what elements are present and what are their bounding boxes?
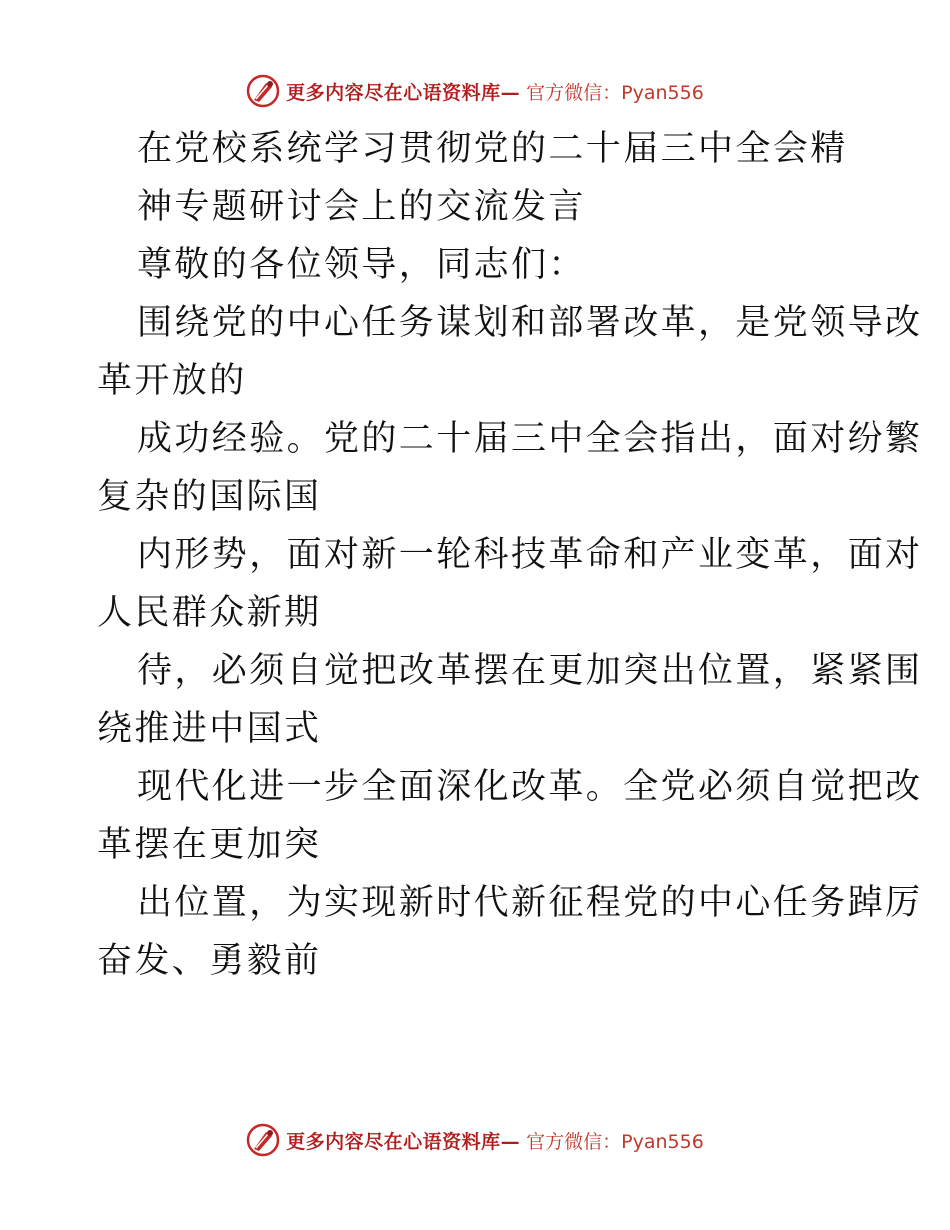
doc-line-title-2: 神专题研讨会上的交流发言 xyxy=(137,187,586,227)
footer-banner xyxy=(0,1120,950,1160)
doc-line: 出位置，为实现新时代新征程党的中心任务踔厉 xyxy=(137,883,923,923)
document-body xyxy=(97,120,923,990)
header-brand-text: 更多内容尽在心语资料库— xyxy=(286,81,521,104)
doc-line: 内形势，面对新一轮科技革命和产业变革，面对 xyxy=(137,535,923,575)
doc-line: 围绕党的中心任务谋划和部署改革，是党领导改 xyxy=(137,303,923,343)
doc-line: 复杂的国际国 xyxy=(97,477,322,517)
doc-line: 革摆在更加突 xyxy=(97,825,322,865)
header-banner xyxy=(0,71,950,111)
doc-line: 现代化进一步全面深化改革。全党必须自觉把改 xyxy=(137,767,923,807)
footer-brand-text: 更多内容尽在心语资料库— xyxy=(286,1130,521,1153)
pen-nib-logo-icon xyxy=(246,1123,280,1157)
pen-nib-logo-icon xyxy=(246,74,280,108)
doc-line: 革开放的 xyxy=(97,361,247,401)
doc-line: 人民群众新期 xyxy=(97,593,322,633)
doc-line: 绕推进中国式 xyxy=(97,709,322,749)
footer-wechat-text: 官方微信：Pyan556 xyxy=(526,1130,704,1153)
doc-line: 待，必须自觉把改革摆在更加突出位置，紧紧围 xyxy=(137,651,923,691)
header-wechat-text: 官方微信：Pyan556 xyxy=(526,81,704,104)
doc-line-title-1: 在党校系统学习贯彻党的二十届三中全会精 xyxy=(137,129,848,169)
doc-line-salutation: 尊敬的各位领导，同志们： xyxy=(137,245,586,285)
doc-line: 成功经验。党的二十届三中全会指出，面对纷繁 xyxy=(137,419,923,459)
doc-line: 奋发、勇毅前 xyxy=(97,941,322,981)
